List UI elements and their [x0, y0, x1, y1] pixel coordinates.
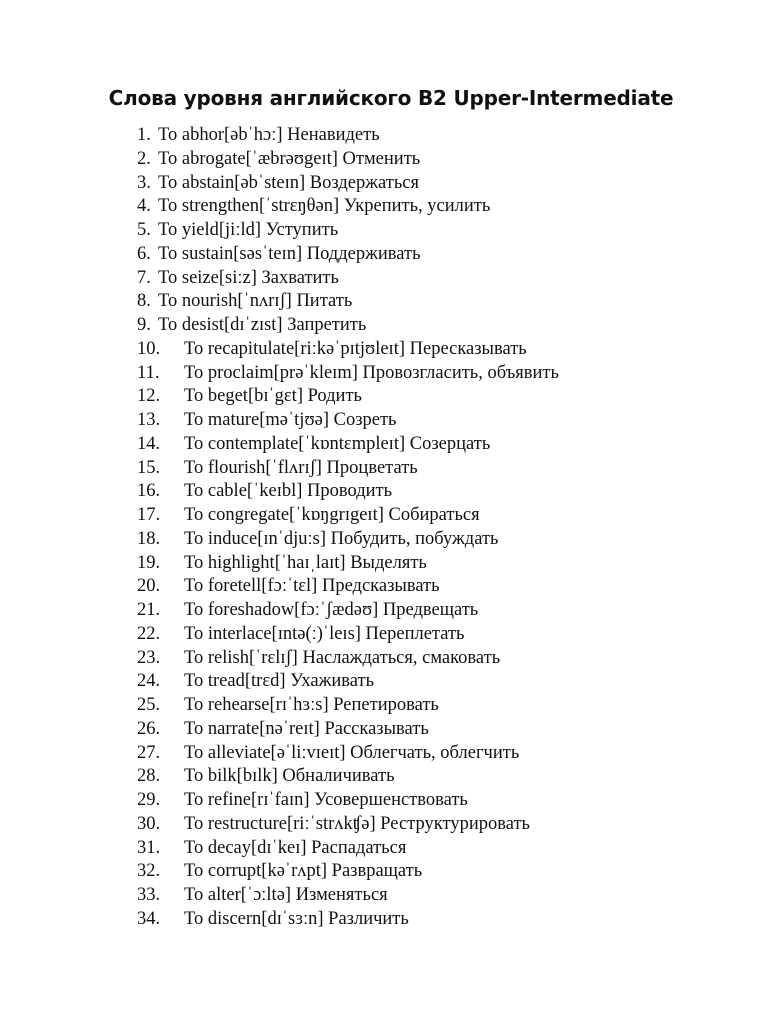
entry-number: 11.	[137, 362, 160, 383]
entry-text: To abrogate[ˈæbrəʊgeɪt] Отменить	[158, 148, 421, 169]
entry-text: To sustain[səsˈteɪn] Поддерживать	[158, 243, 421, 264]
entry-text: To rehearse[rɪˈhɜːs] Репетировать	[184, 695, 439, 715]
entry-number: 6.	[137, 243, 151, 264]
entry-number: 2.	[137, 148, 151, 169]
entry-number: 32.	[137, 861, 161, 882]
entry-number: 13.	[137, 410, 161, 430]
entry-number: 3.	[137, 172, 151, 193]
entry-text: To highlight[ˈhaɪˌlaɪt] Выделять	[184, 552, 427, 573]
entry-text: To proclaim[prəˈkleɪm] Провозгласить, объявить	[184, 362, 559, 383]
entry-text: To cable[ˈkeɪbl] Проводить	[184, 481, 393, 502]
entry-text: To foreshadow[fɔːˈʃædəʊ] Предвещать	[184, 600, 479, 620]
entry-text: To abstain[əbˈsteɪn] Воздержаться	[158, 172, 419, 193]
entry-number: 9.	[137, 315, 151, 335]
entry-text: To yield[jiːld] Уступить	[158, 220, 339, 240]
entry-number: 33.	[137, 885, 161, 905]
entry-text: To flourish[ˈflʌrɪʃ] Процветать	[184, 457, 418, 478]
entry-number: 8.	[137, 291, 151, 312]
entry-number: 30.	[137, 813, 161, 834]
entry-number: 12.	[137, 386, 161, 407]
entry-number: 4.	[137, 196, 151, 217]
entry-text: To discern[dɪˈsɜːn] Различить	[184, 908, 409, 929]
entry-number: 19.	[137, 552, 161, 573]
entry-number: 29.	[137, 790, 161, 810]
entry-text: To alleviate[əˈliːvɪeɪt] Облегчать, облегчить	[184, 742, 520, 763]
entry-number: 5.	[137, 220, 151, 240]
entry-number: 27.	[137, 742, 161, 763]
entry-text: To recapitulate[riːkəˈpɪtjʊleɪt] Пересказывать	[184, 338, 527, 359]
entry-number: 22.	[137, 623, 161, 644]
entry-text: To mature[məˈtjʊə] Созреть	[184, 410, 397, 430]
entry-text: To bilk[bɪlk] Обналичивать	[184, 766, 395, 787]
entry-number: 18.	[137, 528, 161, 549]
entry-text: To congregate[ˈkɒŋgrɪgeɪt] Собираться	[184, 505, 480, 525]
entry-text: To abhor[əbˈhɔː] Ненавидеть	[158, 125, 380, 145]
entry-text: To nourish[ˈnʌrɪʃ] Питать	[158, 291, 353, 312]
entry-number: 7.	[137, 267, 151, 288]
entry-number: 10.	[137, 338, 161, 359]
entry-text: To relish[ˈrɛlɪʃ] Наслаждаться, смаковать	[184, 647, 501, 668]
entry-text: To narrate[nəˈreɪt] Рассказывать	[184, 718, 429, 739]
entry-number: 34.	[137, 908, 161, 929]
entry-text: To induce[ɪnˈdjuːs] Побудить, побуждать	[184, 528, 499, 549]
entry-number: 24.	[137, 671, 161, 692]
entry-number: 25.	[137, 695, 161, 715]
entry-number: 16.	[137, 481, 161, 502]
entry-text: To desist[dɪˈzɪst] Запретить	[158, 315, 367, 335]
entry-number: 28.	[137, 766, 161, 787]
entry-text: To interlace[ɪntə(ː)ˈleɪs] Переплетать	[184, 623, 465, 644]
entry-number: 23.	[137, 647, 161, 668]
entry-text: To refine[rɪˈfaɪn] Усовершенствовать	[184, 790, 468, 810]
entry-number: 15.	[137, 457, 161, 478]
entry-text: To beget[bɪˈgɛt] Родить	[184, 386, 362, 407]
entry-number: 17.	[137, 505, 161, 525]
entry-text: To alter[ˈɔːltə] Изменяться	[184, 885, 388, 905]
entry-number: 21.	[137, 600, 161, 620]
entry-number: 26.	[137, 718, 161, 739]
entry-number: 1.	[137, 125, 151, 145]
page-title: Слова уровня английского B2 Upper-Intermediate	[108, 86, 674, 110]
entry-text: To contemplate[ˈkɒntɛmpleɪt] Созерцать	[184, 433, 491, 454]
entry-text: To restructure[riːˈstrʌkʧə] Реструктурировать	[184, 813, 530, 834]
entry-text: To decay[dɪˈkeɪ] Распадаться	[184, 837, 407, 858]
entry-text: To tread[trɛd] Ухаживать	[184, 671, 375, 692]
entry-number: 31.	[137, 837, 161, 858]
entry-number: 20.	[137, 576, 161, 597]
entry-text: To foretell[fɔːˈtɛl] Предсказывать	[184, 576, 440, 597]
entry-number: 14.	[137, 433, 161, 454]
entry-text: To strengthen[ˈstrɛŋθən] Укрепить, усилить	[158, 196, 491, 217]
entry-text: To seize[siːz] Захватить	[158, 267, 339, 288]
entry-text: To corrupt[kəˈrʌpt] Развращать	[184, 861, 423, 882]
